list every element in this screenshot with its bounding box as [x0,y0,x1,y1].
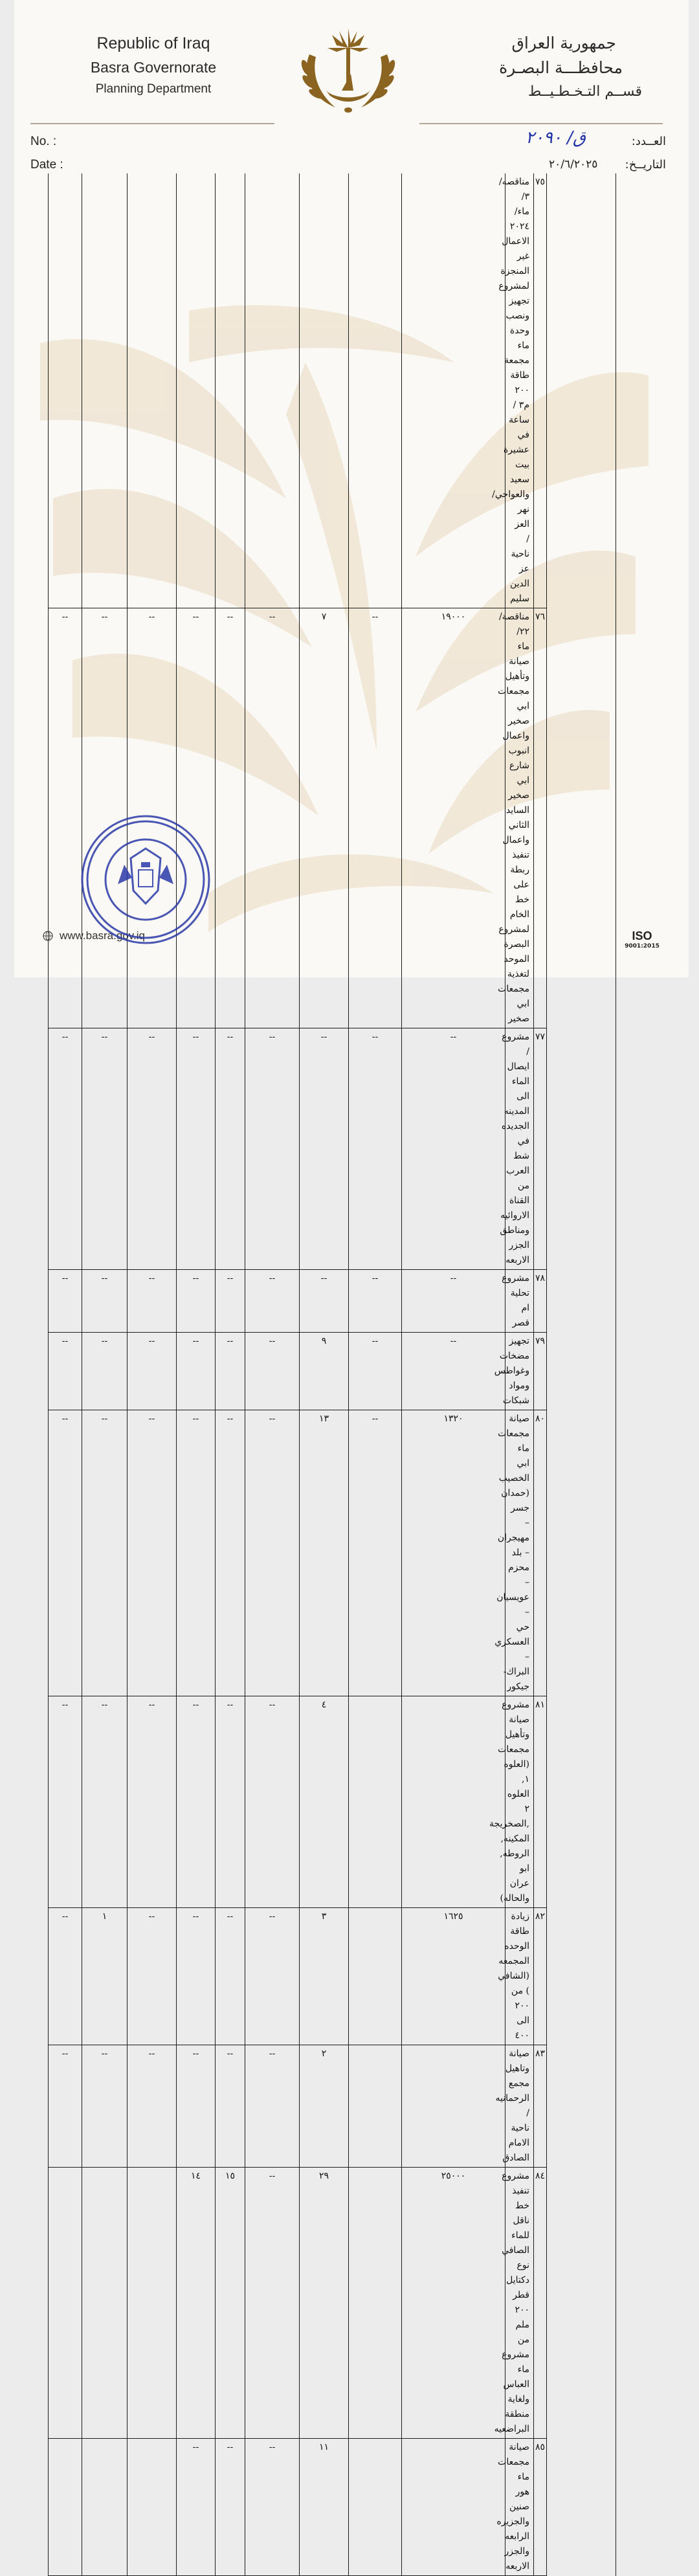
table-cell-value: -- [245,1410,300,1696]
table-cell-value: -- [349,1270,402,1333]
table-cell-value: -- [82,2045,128,2168]
table-row [49,1333,616,1410]
table-cell-value: ١٣٢٠ [402,1410,505,1696]
project-description: مشروع صيانة وتأهيل مجمعات (العلوه ١, العلوه ٢ ,الصخريجة المكينه, الروطه, ابو عران والحاله) [505,1696,534,1908]
table-cell-value: -- [128,1410,177,1696]
table-cell-value: ١٤ [177,2168,216,2439]
table-margin-cell [547,2168,616,2439]
table-cell-value [82,173,128,608]
table-row [49,1270,616,1333]
table-cell-value [128,2168,177,2439]
table-cell-value [402,1696,505,1908]
table-cell-value: ٢ [300,2045,349,2168]
table-cell-value: ١٦٢٥ [402,1908,505,2045]
table-cell-value: -- [128,608,177,1028]
table-cell-value: -- [49,1908,82,2045]
document-date: ٢٠/٦/٢٠٢٥ [549,158,598,171]
table-cell-value: -- [177,1410,216,1696]
table-cell-value [349,2168,402,2439]
header-en-department: Planning Department [95,82,212,96]
header-ar-country: جمهورية العراق [511,34,616,52]
table-cell-value: -- [245,2439,300,2576]
table-cell-value: -- [177,2045,216,2168]
table-cell-value: -- [82,1696,128,1908]
table-cell-value: -- [216,2045,245,2168]
table-cell-value [349,2439,402,2576]
table-cell-value: -- [49,608,82,1028]
table-cell-value [300,173,349,608]
table-cell-value: -- [128,1270,177,1333]
table-cell-value: ٢٥٠٠٠ [402,2168,505,2439]
date-label: Date : [30,158,63,172]
table-cell-value [82,2439,128,2576]
table-cell-value: -- [49,1410,82,1696]
row-number: ٧٧ [534,1028,547,1270]
row-number: ٧٦ [534,608,547,1028]
table-cell-value: -- [245,608,300,1028]
table-cell-value: -- [245,2045,300,2168]
date-label-arabic: التاريــخ: [625,158,666,172]
table-cell-value: -- [82,1028,128,1270]
project-description: مشروع / ايصال الماء الى المدينه الجديده في شط العرب من القناة الاروائيه ومناطق الجزر الاربعه [505,1028,534,1270]
table-row [49,2168,616,2439]
table-cell-value: ٧ [300,608,349,1028]
table-row [49,1696,616,1908]
table-row [49,2045,616,2168]
table-cell-value: -- [128,2045,177,2168]
row-number: ٨١ [534,1696,547,1908]
table-cell-value: -- [245,1908,300,2045]
table-cell-value: -- [402,1333,505,1410]
table-cell-value: -- [177,2439,216,2576]
official-stamp-seal [79,813,212,946]
table-cell-value [177,173,216,608]
table-cell-value: -- [49,1028,82,1270]
table-cell-value: -- [216,1410,245,1696]
iso-certification-badge [623,929,661,949]
iso-standard: 9001:2015 [625,943,660,949]
header-arabic [454,31,642,104]
table-cell-value: -- [177,1270,216,1333]
table-cell-value: -- [245,1696,300,1908]
header-english [72,31,234,100]
table-cell-value: -- [49,2045,82,2168]
table-margin-cell [547,2045,616,2168]
table-cell-value: -- [82,1410,128,1696]
table-cell-value: -- [82,1270,128,1333]
table-cell-value: -- [349,1410,402,1696]
table-margin-cell [547,2439,616,2576]
table-cell-value: -- [128,1696,177,1908]
header-ar-department: قســم التـخـطـيــط [527,83,642,100]
header-divider-right [419,123,663,124]
table-margin-cell [547,1410,616,1696]
table-cell-value: -- [128,1908,177,2045]
table-cell-value: ١ [82,1908,128,2045]
table-cell-value [402,2439,505,2576]
project-description: صيانة مجمعات ماء ابي الخصيب (حمدان جسر – مهيجران – بلد محزم –عويسيان – حي العسكري –البراك- جيكور [505,1410,534,1696]
table-cell-value: -- [177,1333,216,1410]
table-cell-value: -- [402,1028,505,1270]
document-number: ق/ ٢٠٩٠ [526,128,586,148]
table-cell-value: -- [49,1333,82,1410]
table-cell-value [49,173,82,608]
table-cell-value [349,1908,402,2045]
header-en-governorate: Basra Governorate [90,59,217,76]
project-description: مشروع تحلية ام قصر [505,1270,534,1333]
row-number: ٧٩ [534,1333,547,1410]
project-description: صيانة مجمعات ماء هور صنين والجزيره الرابعه والجزر الاربعه [505,2439,534,2576]
row-number: ٨٠ [534,1410,547,1696]
table-cell-value: -- [216,1696,245,1908]
table-row [49,1410,616,1696]
table-cell-value: -- [82,608,128,1028]
table-cell-value: -- [216,1908,245,2045]
row-number: ٧٥ [534,173,547,608]
table-margin-cell [547,1270,616,1333]
table-cell-value: -- [49,1696,82,1908]
project-description: مشروع تنفيذ خط ناقل للماء الصافي نوع دكتايل قطر ٢٠٠ ملم من مشروع ماء العباس ولغاية منطقة البراضعيه [505,2168,534,2439]
table-margin-cell [547,1028,616,1270]
table-cell-value: -- [216,608,245,1028]
table-margin-cell [547,173,616,608]
table-cell-value: -- [349,608,402,1028]
project-description: صيانة وتاهيل مجمع الرحمانيه /ناحية الامام الصادق [505,2045,534,2168]
table-cell-value [49,2168,82,2439]
table-cell-value: -- [349,1333,402,1410]
table-cell-value: -- [216,1028,245,1270]
table-cell-value [349,173,402,608]
table-cell-value [128,173,177,608]
document-page [14,0,689,2571]
table-cell-value: ١٩٠٠٠ [402,608,505,1028]
row-number: ٨٣ [534,2045,547,2168]
table-cell-value: -- [300,1028,349,1270]
table-cell-value: ١٥ [216,2168,245,2439]
table-cell-value: ٢٩ [300,2168,349,2439]
table-cell-value: -- [245,1028,300,1270]
number-label: No. : [30,135,57,148]
table-cell-value: -- [245,2168,300,2439]
table-cell-value [82,2168,128,2439]
header-divider-left [30,123,274,124]
iso-title: ISO [632,929,652,942]
table-row [49,2439,616,2576]
globe-icon [43,931,53,941]
table-row [49,1028,616,1270]
row-number: ٨٤ [534,2168,547,2439]
project-description: مناقصة/٢٢/ماء صيانة وتأهيل مجمعات ابي صخير واعمال انبوب شارع ابي صخير السايد الثاني واعمال تنفيذ ربطة على خط الخام لمشروع البصرة الموحد لتغذية مجمعات ابي صخير [505,608,534,1028]
table-cell-value: -- [177,1908,216,2045]
table-cell-value [349,1696,402,1908]
table-cell-value: ١١ [300,2439,349,2576]
table-cell-value: -- [128,1028,177,1270]
table-cell-value: -- [177,1028,216,1270]
table-margin-cell [547,1908,616,2045]
row-number: ٨٥ [534,2439,547,2576]
table-cell-value [128,2439,177,2576]
row-number: ٧٨ [534,1270,547,1333]
project-description: زيادة طاقة الوحده المجمعه (الشافي ) من ٢٠٠ الى ٤٠٠ [505,1908,534,2045]
table-cell-value: ١٣ [300,1410,349,1696]
project-description: تجهيز مضخات وغواطس ومواد شبكات [505,1333,534,1410]
table-cell-value [49,2439,82,2576]
table-cell-value [245,173,300,608]
table-cell-value: -- [82,1333,128,1410]
table-margin-cell [547,1333,616,1410]
table-cell-value: -- [245,1333,300,1410]
table-cell-value [402,2045,505,2168]
project-description: مناقصه/٣/ماء/٢٠٢٤ الاعمال غير المنجزة لمشروع تجهيز ونصب وحدة ماء مجمعة طاقة ٢٠٠ م٣ /ساعة في عشيرة بيت سعيد والعواجي/نهر العز /ناحية عز الدين سليم [505,173,534,608]
table-cell-value: -- [177,608,216,1028]
table-cell-value: ٤ [300,1696,349,1908]
projects-table [48,173,616,2576]
table-margin-cell [547,1696,616,1908]
table-cell-value: -- [216,2439,245,2576]
table-margin-cell [547,608,616,1028]
number-label-arabic: العــدد: [631,135,666,148]
table-cell-value: -- [245,1270,300,1333]
table-cell-value: -- [402,1270,505,1333]
table-cell-value: -- [216,1270,245,1333]
table-cell-value: -- [49,1270,82,1333]
table-cell-value: -- [300,1270,349,1333]
table-cell-value [402,173,505,608]
table-row [49,1908,616,2045]
table-cell-value [349,2045,402,2168]
table-cell-value: -- [349,1028,402,1270]
table-cell-value: -- [128,1333,177,1410]
table-cell-value: -- [177,1696,216,1908]
row-number: ٨٢ [534,1908,547,2045]
table-cell-value: ٣ [300,1908,349,2045]
website-link[interactable]: www.basra.gov.iq [60,929,145,942]
table-row [49,173,616,608]
basra-emblem-icon [296,28,400,113]
table-cell-value: -- [216,1333,245,1410]
header-ar-governorate: محافظـــة البصـرة [499,58,623,77]
table-cell-value [216,173,245,608]
table-cell-value: ٩ [300,1333,349,1410]
header-en-country: Republic of Iraq [96,34,210,52]
